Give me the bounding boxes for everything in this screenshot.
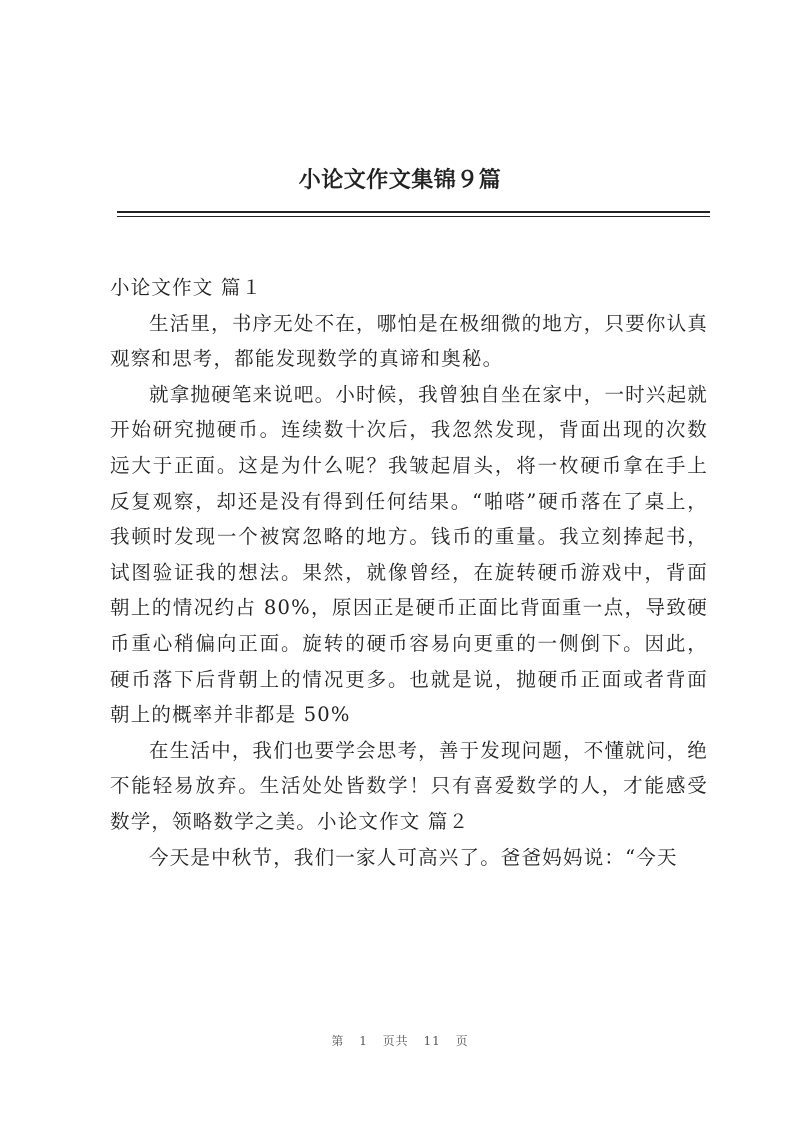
title-underline-thin — [117, 216, 710, 217]
paragraph-1: 生活里，书序无处不在，哪怕是在极细微的地方，只要你认真观察和思考，都能发现数学的真谛和奥秘。 — [110, 311, 708, 371]
title-underline-thick — [117, 211, 710, 213]
paragraph-3: 在生活中，我们也要学会思考，善于发现问题，不懂就问，绝不能轻易放弃。生活处处皆数学！只有喜爱数学的人，才能感受数学，领略数学之美。小论文作文 篇２ — [110, 738, 708, 833]
paragraph-4: 今天是中秋节，我们一家人可高兴了。爸爸妈妈说：“今天 — [149, 845, 678, 869]
page-footer: 第 1 页共 11 页 — [331, 1034, 469, 1048]
section-heading-1: 小论文作文 篇１ — [110, 276, 263, 299]
document-body — [110, 270, 708, 875]
document-title: 小论文作文集锦９篇 — [298, 167, 502, 193]
paragraph-2: 就拿抛硬笔来说吧。小时候，我曾独自坐在家中，一时兴起就开始研究抛硬币。连续数十次后，我忽然发现，背面出现的次数远大于正面。这是为什么呢？我皱起眉头，将一枚硬币拿在手上反复观察，却还是没有得到任何结果。“啪嗒”硬币落在了桌上，我顿时发现一个被窝忽略的地方。钱币的重量。我立刻捧起书，试图验证我的想法。果然，就像曾经，在旋转硬币游戏中，背面朝上的情况约占 80%，原因正是硬币正面比背面重一点，导致硬币重心稍偏向正面。旋转的硬币容易向更重的一侧倒下。因此，硬币落下后背朝上的情况更多。也就是说，抛硬币正面或者背面朝上的概率并非都是 50% — [110, 382, 708, 727]
